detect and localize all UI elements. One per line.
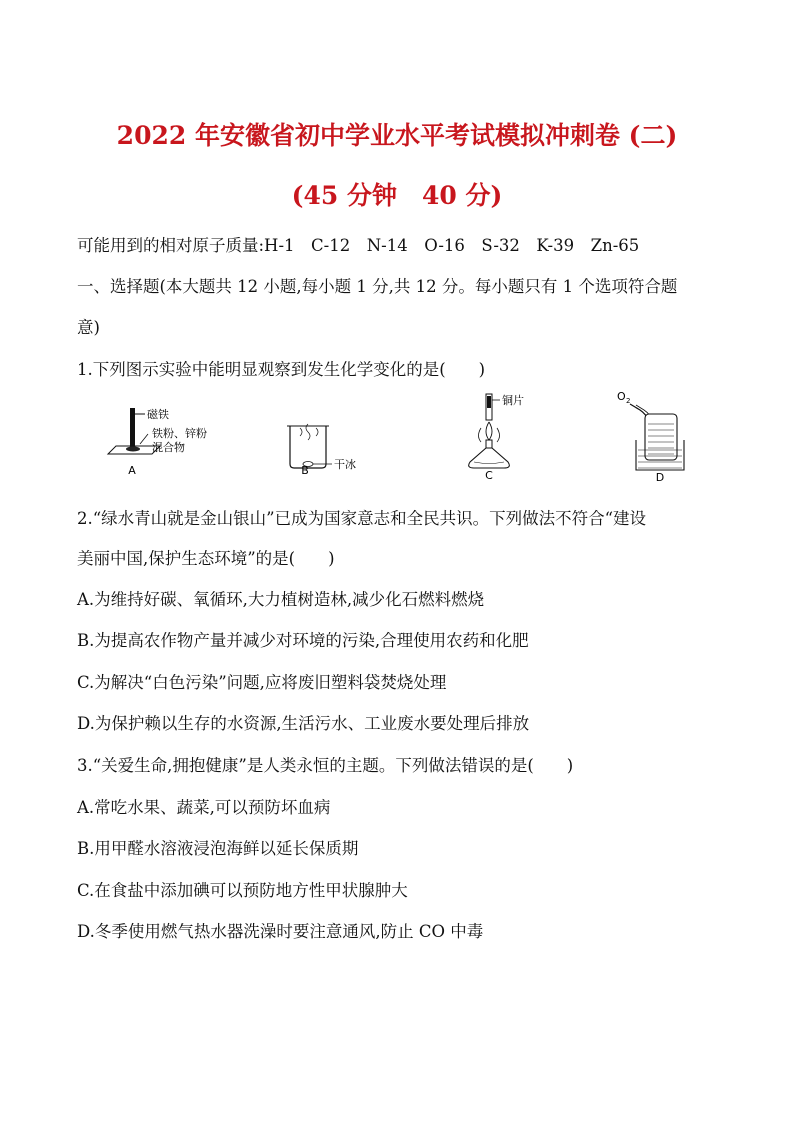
question-1-stem: 1.下列图示实验中能明显观察到发生化学变化的是( ) [77,360,486,379]
figure-a-label-magnet: 磁铁 [147,408,169,421]
section-heading-line2: 意) [77,318,100,337]
question-2-stem-line1: 2.“绿水青山就是金山银山”已成为国家意志和全民共识。下列做法不符合“建设 [77,509,647,528]
figure-b-letter: B [301,464,309,477]
figure-d-label-oxygen-subscript: 2 [626,397,631,405]
question-3-option-d: D.冬季使用燃气热水器洗澡时要注意通风,防止 CO 中毒 [77,922,484,941]
question-2-option-b: B.为提高农作物产量并减少对环境的污染,合理使用农药和化肥 [77,631,529,650]
figure-b-dry-ice-beaker [287,424,356,477]
exam-duration-score: (45 分钟 40 分) [291,181,503,210]
question-3-option-a: A.常吃水果、蔬菜,可以预防坏血病 [77,798,331,817]
figure-d-gas-collection [617,390,684,484]
figure-d-label-oxygen: O [617,390,626,403]
exam-title: 2022 年安徽省初中学业水平考试模拟冲刺卷 (二) [116,121,678,150]
figure-c-heating-copper [469,393,524,482]
question-2-option-c: C.为解决“白色污染”问题,应将废旧塑料袋焚烧处理 [77,673,447,692]
question-3-option-b: B.用甲醛水溶液浸泡海鲜以延长保质期 [77,839,359,858]
question-3-stem: 3.“关爱生命,拥抱健康”是人类永恒的主题。下列做法错误的是( ) [77,756,574,775]
figure-d-letter: D [655,471,665,484]
atomic-masses-line: 可能用到的相对原子质量:H-1 C-12 N-14 O-16 S-32 K-39 Zn-65 [77,236,640,255]
figure-a-letter: A [128,464,136,477]
figure-c-label-copper: 铜片 [502,394,524,407]
figure-a-label-powders: 铁粉、锌粉 [152,427,207,440]
question-2-option-d: D.为保护赖以生存的水资源,生活污水、工业废水要处理后排放 [77,714,530,733]
question-3-option-c: C.在食盐中添加碘可以预防地方性甲状腺肿大 [77,881,408,900]
question-2-stem-line2: 美丽中国,保护生态环境”的是( ) [77,549,335,568]
figure-c-letter: C [485,469,493,482]
section-heading-line1: 一、选择题(本大题共 12 小题,每小题 1 分,共 12 分。每小题只有 1 个选项符合题 [77,277,678,296]
figure-b-label-dry-ice: 干冰 [334,458,356,471]
figure-a-magnet-experiment [108,407,207,477]
figure-a-label-mixture: 混合物 [152,441,185,454]
question-2-option-a: A.为维持好碳、氧循环,大力植树造林,减少化石燃料燃烧 [77,590,485,609]
question-1-figure [100,388,700,488]
